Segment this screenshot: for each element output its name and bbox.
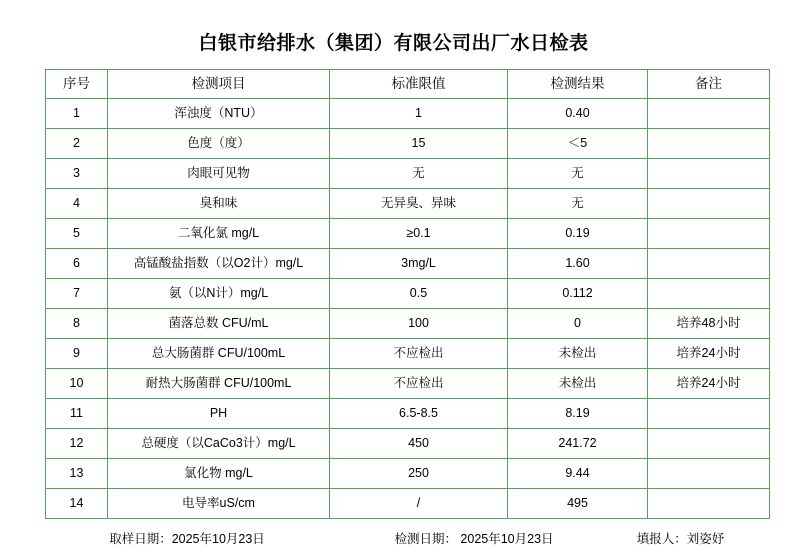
cell-result: 8.19 xyxy=(508,399,648,429)
cell-remark xyxy=(648,459,770,489)
cell-remark xyxy=(648,489,770,519)
cell-item: 高锰酸盐指数（以O2计）mg/L xyxy=(108,249,330,279)
table-row xyxy=(46,429,770,459)
cell-no: 12 xyxy=(46,429,108,459)
cell-no: 14 xyxy=(46,489,108,519)
cell-item: 耐热大肠菌群 CFU/100mL xyxy=(108,369,330,399)
table-row xyxy=(46,369,770,399)
table-row xyxy=(46,399,770,429)
cell-remark xyxy=(648,219,770,249)
cell-remark xyxy=(648,189,770,219)
cell-no: 2 xyxy=(46,129,108,159)
cell-item: 肉眼可见物 xyxy=(108,159,330,189)
table-row xyxy=(46,279,770,309)
cell-no: 3 xyxy=(46,159,108,189)
cell-no: 13 xyxy=(46,459,108,489)
cell-no: 9 xyxy=(46,339,108,369)
cell-limit: 100 xyxy=(330,309,508,339)
cell-result: 0.40 xyxy=(508,99,648,129)
cell-result: ＜5 xyxy=(508,129,648,159)
table-row xyxy=(46,489,770,519)
cell-remark xyxy=(648,99,770,129)
cell-item: 总大肠菌群 CFU/100mL xyxy=(108,339,330,369)
cell-item: 色度（度） xyxy=(108,129,330,159)
cell-item: 电导率uS/cm xyxy=(108,489,330,519)
cell-remark xyxy=(648,429,770,459)
cell-no: 5 xyxy=(46,219,108,249)
cell-limit: 不应检出 xyxy=(330,369,508,399)
cell-item: 总硬度（以CaCo3计）mg/L xyxy=(108,429,330,459)
table-row xyxy=(46,339,770,369)
cell-no: 1 xyxy=(46,99,108,129)
cell-item: 氯化物 mg/L xyxy=(108,459,330,489)
cell-remark xyxy=(648,159,770,189)
cell-limit: 不应检出 xyxy=(330,339,508,369)
cell-no: 7 xyxy=(46,279,108,309)
water-quality-table xyxy=(45,69,770,519)
cell-remark xyxy=(648,249,770,279)
cell-limit: 0.5 xyxy=(330,279,508,309)
footer xyxy=(0,529,787,547)
cell-item: 浑浊度（NTU） xyxy=(108,99,330,129)
cell-result: 0.19 xyxy=(508,219,648,249)
cell-result: 9.44 xyxy=(508,459,648,489)
cell-result: 未检出 xyxy=(508,339,648,369)
cell-remark: 培养24小时 xyxy=(648,369,770,399)
table-header-row xyxy=(46,70,770,99)
cell-remark xyxy=(648,399,770,429)
table-row xyxy=(46,309,770,339)
cell-result: 1.60 xyxy=(508,249,648,279)
cell-result: 无 xyxy=(508,189,648,219)
table-container xyxy=(0,69,787,519)
cell-limit: 无 xyxy=(330,159,508,189)
cell-remark: 培养24小时 xyxy=(648,339,770,369)
cell-remark xyxy=(648,279,770,309)
header-cell-result: 检测结果 xyxy=(508,70,648,99)
cell-no: 11 xyxy=(46,399,108,429)
table-row xyxy=(46,129,770,159)
cell-limit: 250 xyxy=(330,459,508,489)
header-cell-item: 检测项目 xyxy=(108,70,330,99)
cell-limit: 15 xyxy=(330,129,508,159)
table-row xyxy=(46,189,770,219)
cell-result: 0 xyxy=(508,309,648,339)
sample-date: 取样日期：2025年10月23日 xyxy=(109,532,265,546)
cell-limit: 450 xyxy=(330,429,508,459)
cell-remark xyxy=(648,129,770,159)
test-date: 检测日期： 2025年10月23日 xyxy=(394,532,554,546)
cell-limit: 3mg/L xyxy=(330,249,508,279)
cell-remark: 培养48小时 xyxy=(648,309,770,339)
table-row xyxy=(46,99,770,129)
cell-result: 0.112 xyxy=(508,279,648,309)
cell-no: 8 xyxy=(46,309,108,339)
header-cell-no: 序号 xyxy=(46,70,108,99)
cell-result: 241.72 xyxy=(508,429,648,459)
header-cell-remark: 备注 xyxy=(648,70,770,99)
cell-no: 6 xyxy=(46,249,108,279)
cell-limit: 1 xyxy=(330,99,508,129)
cell-limit: ≥0.1 xyxy=(330,219,508,249)
cell-no: 4 xyxy=(46,189,108,219)
cell-item: 氨（以N计）mg/L xyxy=(108,279,330,309)
cell-limit: 无异臭、异味 xyxy=(330,189,508,219)
cell-result: 无 xyxy=(508,159,648,189)
cell-item: 臭和味 xyxy=(108,189,330,219)
table-row xyxy=(46,459,770,489)
cell-result: 未检出 xyxy=(508,369,648,399)
cell-no: 10 xyxy=(46,369,108,399)
cell-limit: / xyxy=(330,489,508,519)
filler-name: 填报人：刘姿妤 xyxy=(636,532,725,546)
table-row xyxy=(46,219,770,249)
cell-limit: 6.5-8.5 xyxy=(330,399,508,429)
cell-item: 菌落总数 CFU/mL xyxy=(108,309,330,339)
header-cell-limit: 标准限值 xyxy=(330,70,508,99)
table-row xyxy=(46,249,770,279)
table-row xyxy=(46,159,770,189)
cell-item: 二氧化氯 mg/L xyxy=(108,219,330,249)
cell-result: 495 xyxy=(508,489,648,519)
cell-item: PH xyxy=(108,399,330,429)
page-title: 白银市给排水（集团）有限公司出厂水日检表 xyxy=(198,33,589,54)
